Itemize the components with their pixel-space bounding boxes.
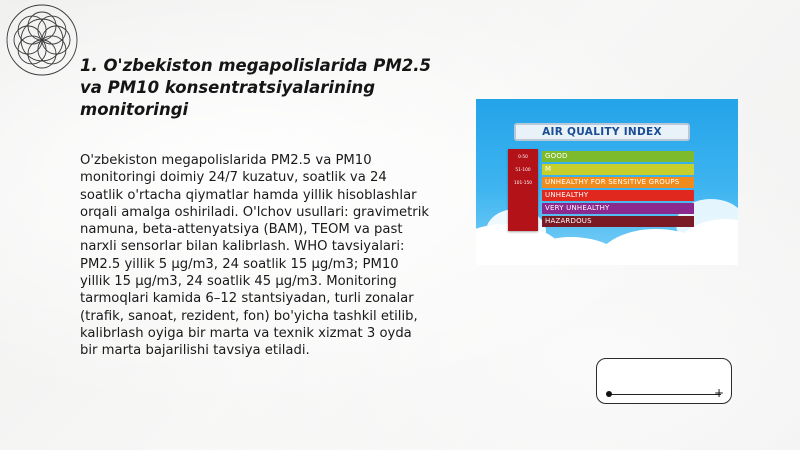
- aqi-level-sensitive: UNHEALTHY FOR SENSITIVE GROUPS: [542, 177, 694, 188]
- aqi-level-very-unhealthy: VERY UNHEALTHY: [542, 203, 694, 214]
- aqi-level-hazardous: HAZARDOUS: [542, 216, 694, 227]
- playhead-knob-icon[interactable]: [606, 391, 612, 397]
- aqi-range-column: [508, 149, 538, 231]
- aqi-range-label: 0-50: [518, 155, 528, 160]
- aqi-level-good: GOOD: [542, 151, 694, 162]
- aqi-level-moderate: M: [542, 164, 694, 175]
- aqi-range-label: 101-150: [514, 181, 532, 186]
- media-progress-track[interactable]: [609, 394, 721, 395]
- aqi-header: AIR QUALITY INDEX: [514, 123, 690, 141]
- slide-title: 1. O'zbekiston megapolislarida PM2.5 va PM10 konsentratsiyalarining monitoringi: [80, 56, 431, 119]
- circle-pattern-logo: [4, 2, 80, 78]
- aqi-range-label: 51-100: [515, 168, 531, 173]
- air-quality-index-image: [476, 99, 738, 265]
- plus-icon[interactable]: +: [714, 386, 725, 400]
- aqi-level-unhealthy: UNHEALTHY: [542, 190, 694, 201]
- slide-body-text: O'zbekiston megapolislarida PM2.5 va PM10 monitoringi doimiy 24/7 kuzatuv, soatlik va 24 soatlik o'rtacha qiymatlar hamda yillik hisoblashlar orqali amalga oshiriladi. O'lchov usullari: gravimetrik namuna, beta-attenyatsiya (BAM), TEOM va past narxli sensorlar bilan kalibrlash. WHO tavsiyalari: PM2.5 yillik 5 µg/m3, 24 soatlik 15 µg/m3; PM10 yillik 15 µg/m3, 24 soatlik 45 µg/m3. Monitoring tarmoqlari kamida 6–12 stantsiyadan, turli zonalar (trafik, sanoat, rezident, fon) bo'yicha tashkil etilib, kalibrlash oyiga bir marta va texnik xizmat 3 oyda bir marta bajarilishi tavsiya etiladi.: [80, 153, 430, 359]
- media-playback-control[interactable]: [596, 358, 732, 404]
